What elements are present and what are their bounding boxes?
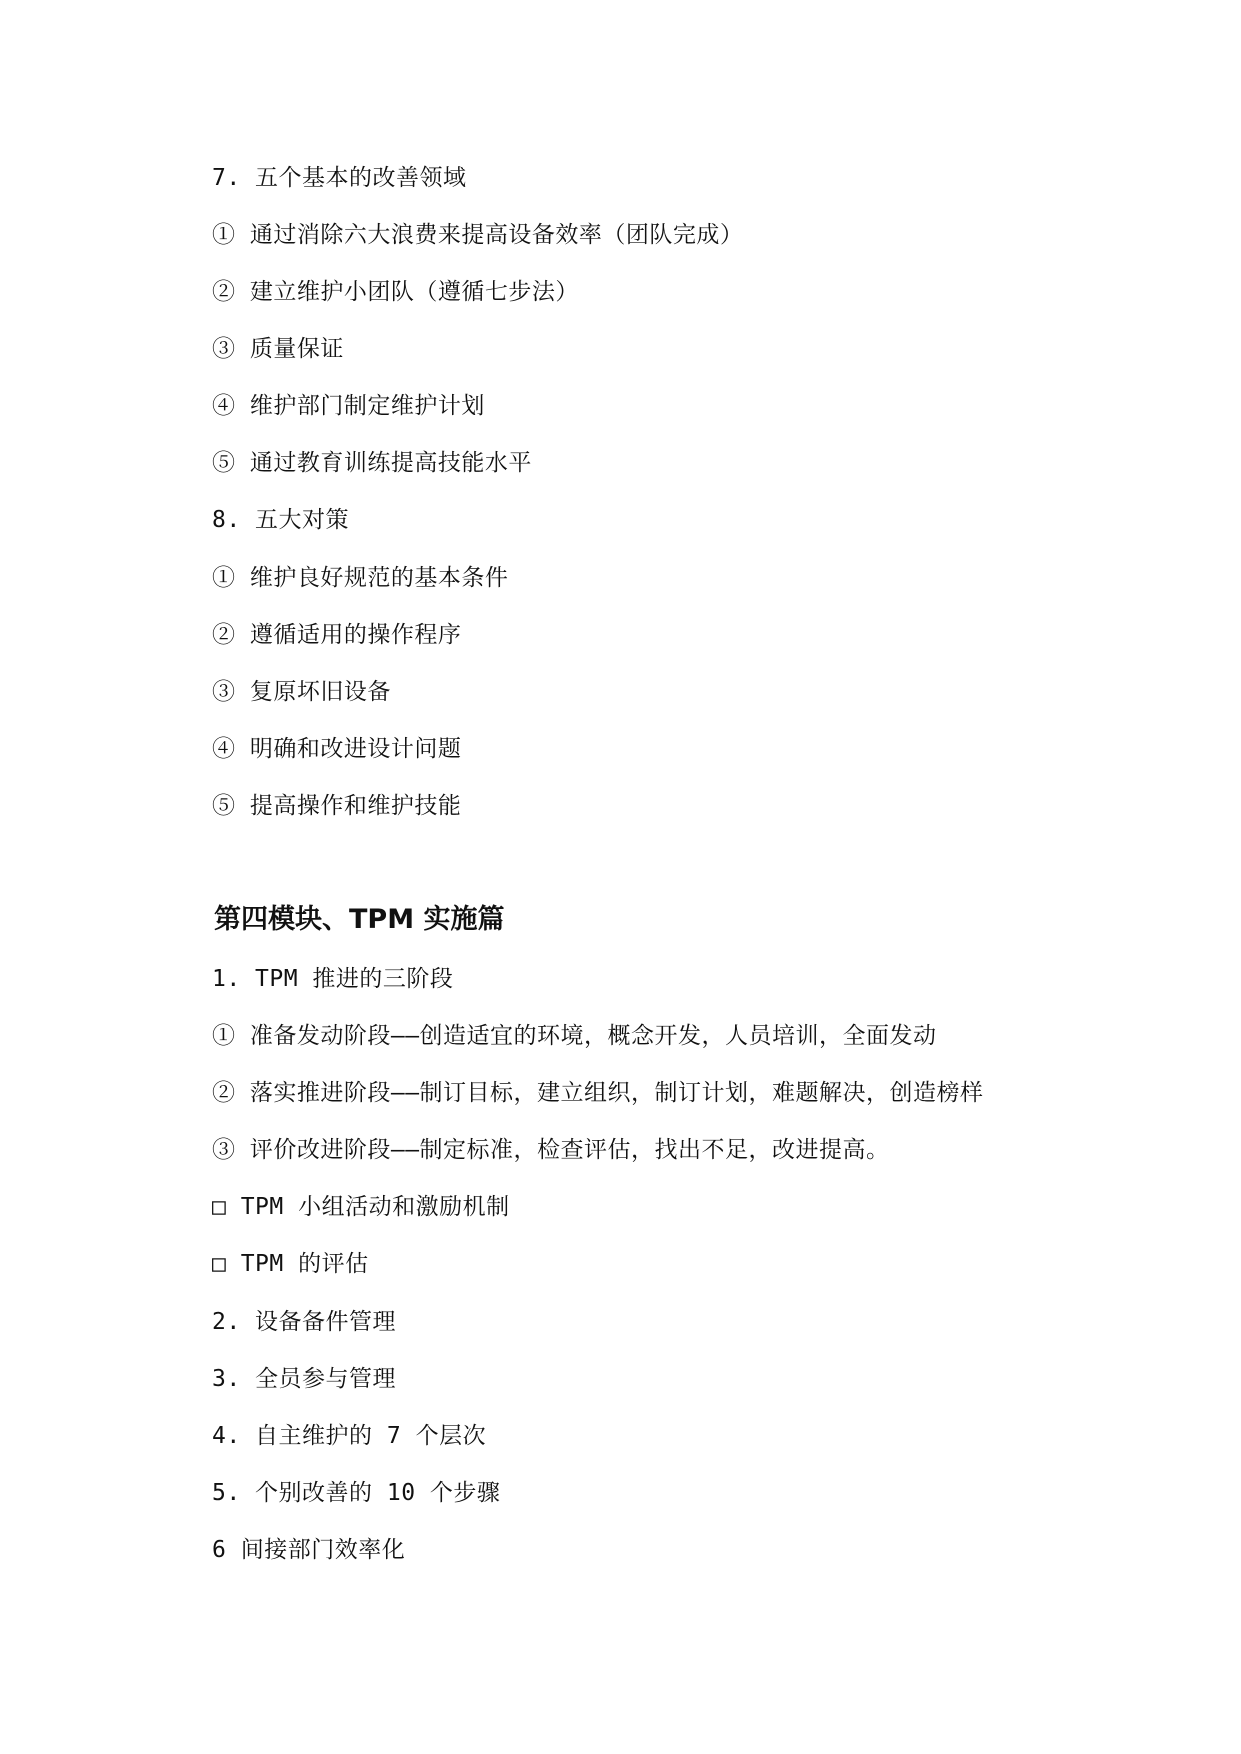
list-item: ① 维护良好规范的基本条件 — [212, 565, 509, 591]
list-item: ③ 评价改进阶段——制定标准，检查评估，找出不足，改进提高。 — [212, 1137, 890, 1163]
list-item: 5. 个别改善的 10 个步骤 — [212, 1480, 501, 1506]
list-item: ⑤ 提高操作和维护技能 — [212, 793, 462, 819]
list-item: ① 准备发动阶段——创造适宜的环境，概念开发，人员培训，全面发动 — [212, 1023, 937, 1049]
list-item: 6 间接部门效率化 — [212, 1537, 406, 1563]
list-item: ④ 明确和改进设计问题 — [212, 736, 462, 762]
section-heading: 第四模块、TPM 实施篇 — [214, 904, 505, 935]
list-item: □ TPM 小组活动和激励机制 — [212, 1194, 510, 1220]
list-item: ④ 维护部门制定维护计划 — [212, 393, 485, 419]
list-item: 8. 五大对策 — [212, 507, 350, 533]
list-item: 7. 五个基本的改善领域 — [212, 165, 467, 191]
list-item: ⑤ 通过教育训练提高技能水平 — [212, 450, 532, 476]
list-item: ③ 复原坏旧设备 — [212, 679, 391, 705]
list-item: 2. 设备备件管理 — [212, 1309, 397, 1335]
list-item: ① 通过消除六大浪费来提高设备效率（团队完成） — [212, 222, 744, 248]
list-item: ② 建立维护小团队（遵循七步法） — [212, 279, 579, 305]
list-item: □ TPM 的评估 — [212, 1251, 369, 1277]
list-item: 1. TPM 推进的三阶段 — [212, 966, 454, 992]
list-item: ② 遵循适用的操作程序 — [212, 622, 462, 648]
list-item: ② 落实推进阶段——制订目标，建立组织，制订计划，难题解决，创造榜样 — [212, 1080, 984, 1106]
list-item: ③ 质量保证 — [212, 336, 344, 362]
list-item: 4. 自主维护的 7 个层次 — [212, 1423, 487, 1449]
list-item: 3. 全员参与管理 — [212, 1366, 397, 1392]
